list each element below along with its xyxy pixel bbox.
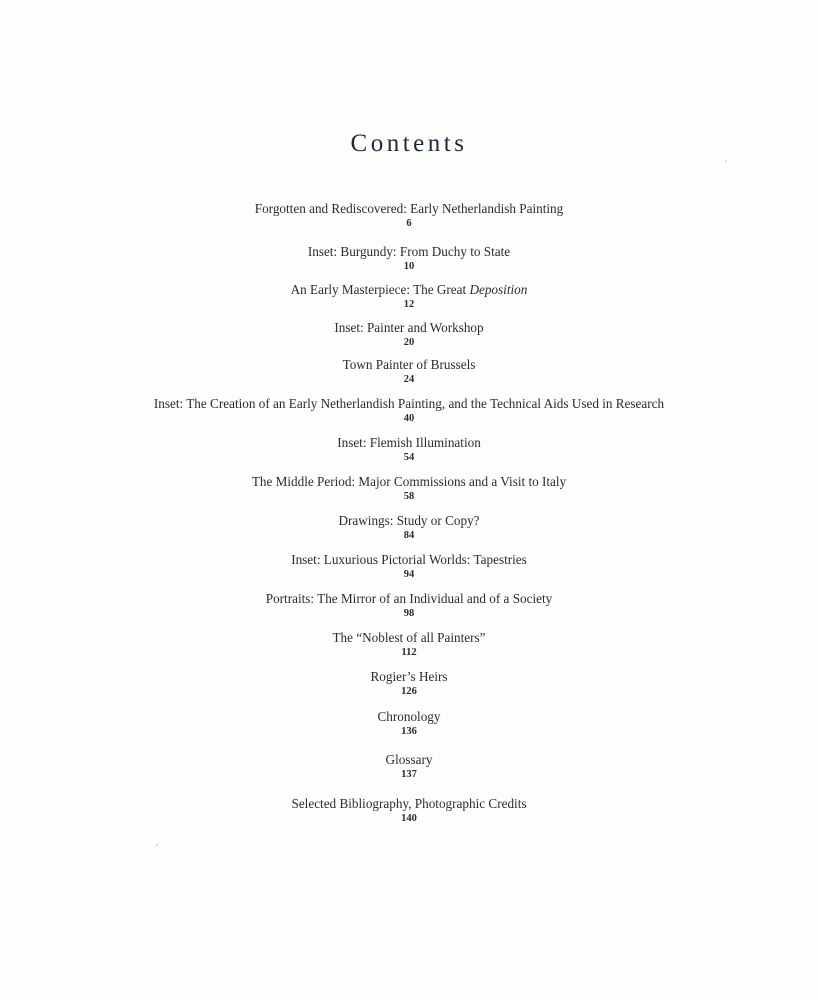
paper-speck [725, 160, 727, 162]
toc-entry-page: 54 [403, 452, 415, 463]
toc-entry-title: Inset: Flemish Illumination [337, 435, 481, 450]
toc-entry-page: 126 [401, 686, 417, 697]
toc-entry-title: Portraits: The Mirror of an Individual and of a Society [265, 591, 553, 606]
toc-entry-page: 40 [403, 413, 415, 424]
toc-entry-title [0, 282, 818, 298]
toc-entry[interactable] [0, 796, 818, 825]
toc-entry[interactable] [0, 320, 818, 349]
toc-entry-page: 112 [401, 647, 417, 658]
toc-entry[interactable] [0, 630, 818, 659]
toc-entry-title-text: An Early Masterpiece: The Great [290, 282, 470, 297]
toc-entry[interactable] [0, 752, 818, 781]
toc-entry-title: Inset: Painter and Workshop [334, 320, 484, 335]
toc-entry-title: Rogier’s Heirs [370, 669, 448, 684]
toc-entry-page: 12 [403, 299, 415, 310]
toc-entry-title: Forgotten and Rediscovered: Early Netherlandish Painting [254, 201, 564, 216]
toc-entry[interactable] [0, 669, 818, 698]
toc-entry-page: 137 [401, 769, 417, 780]
page-title: Contents [350, 130, 468, 157]
toc-entry[interactable] [0, 552, 818, 581]
toc-entry-page: 20 [403, 337, 415, 348]
paper-speck [156, 844, 158, 846]
toc-entry-page: 84 [403, 530, 415, 541]
toc-entry-title: The Middle Period: Major Commissions and a Visit to Italy [251, 474, 567, 489]
toc-entry[interactable] [0, 709, 818, 738]
toc-entry-title: Inset: Burgundy: From Duchy to State [307, 244, 511, 259]
toc-entry[interactable] [0, 357, 818, 386]
toc-entry-page: 136 [401, 726, 417, 737]
toc-entry[interactable] [0, 396, 818, 425]
toc-entry-title: Inset: Luxurious Pictorial Worlds: Tapestries [291, 552, 527, 567]
toc-entry-title: Drawings: Study or Copy? [338, 513, 480, 528]
toc-entry[interactable] [0, 435, 818, 464]
toc-entry-page: 24 [403, 374, 415, 385]
toc-entry-page: 58 [403, 491, 415, 502]
toc-entry-title: The “Noblest of all Painters” [332, 630, 486, 645]
toc-entry-title: Town Painter of Brussels [342, 357, 476, 372]
toc-entry-page: 140 [401, 813, 417, 824]
toc-entry-page: 6 [406, 218, 412, 229]
toc-entry-page: 94 [403, 569, 415, 580]
toc-entry-title-italic: Deposition [469, 282, 528, 297]
toc-entry-title: Inset: The Creation of an Early Netherlandish Painting, and the Technical Aids Used in Research [153, 396, 665, 411]
toc-entry[interactable] [0, 282, 818, 311]
toc-entry[interactable] [0, 244, 818, 273]
toc-entry-page: 98 [403, 608, 415, 619]
toc-entry[interactable] [0, 513, 818, 542]
toc-entry[interactable] [0, 201, 818, 230]
toc-entry[interactable] [0, 474, 818, 503]
toc-entry-title: Glossary [385, 752, 433, 767]
toc-entry-page: 10 [403, 261, 415, 272]
toc-entry-title: Chronology [377, 709, 441, 724]
toc-entry[interactable] [0, 591, 818, 620]
toc-entry-title: Selected Bibliography, Photographic Credits [291, 796, 527, 811]
